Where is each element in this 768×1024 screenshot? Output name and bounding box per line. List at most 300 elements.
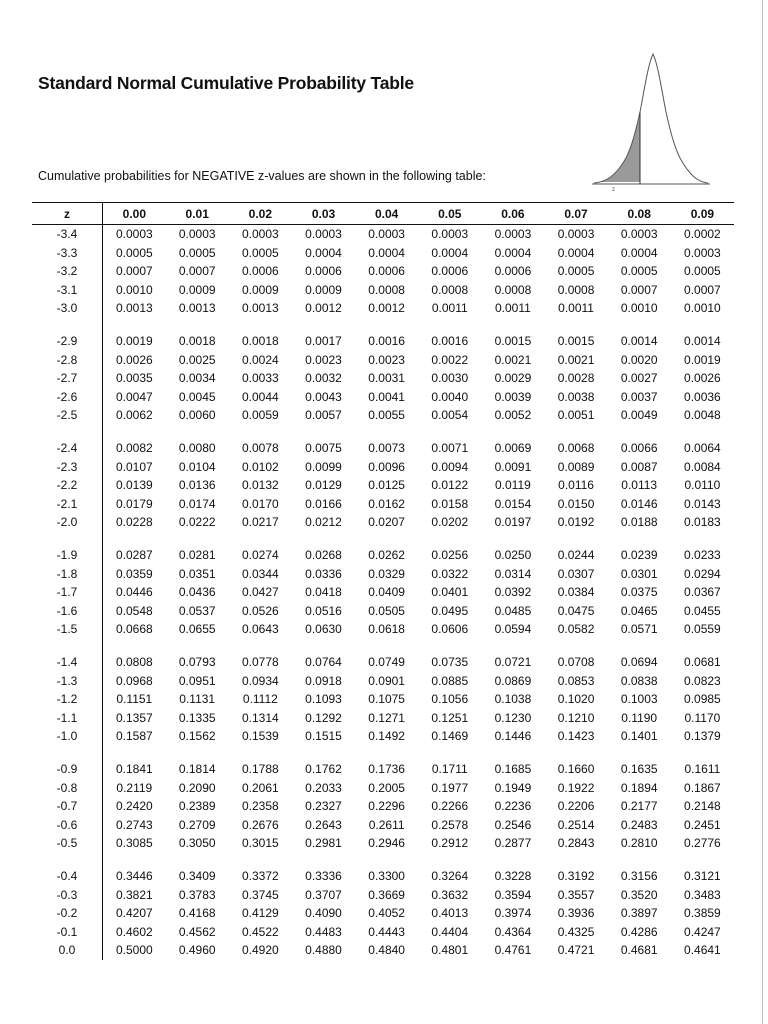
probability-cell: 0.2236 bbox=[494, 799, 532, 814]
probability-cell: 0.2090 bbox=[178, 780, 216, 795]
probability-cell: 0.0023 bbox=[368, 352, 405, 367]
probability-cell: 0.0039 bbox=[494, 389, 532, 404]
probability-cell: 0.2611 bbox=[368, 817, 405, 832]
probability-cell: 0.0006 bbox=[431, 264, 469, 279]
probability-cell: 0.0250 bbox=[494, 548, 532, 563]
probability-cell: 0.0089 bbox=[557, 459, 595, 474]
spacer-cell bbox=[671, 853, 734, 868]
table-row bbox=[32, 709, 734, 728]
spacer-cell bbox=[608, 532, 671, 547]
probability-cell: 0.0375 bbox=[620, 585, 658, 600]
probability-cell: 0.1894 bbox=[620, 780, 658, 795]
page-title: Standard Normal Cumulative Probability Table bbox=[38, 73, 414, 93]
probability-cell: 0.3821 bbox=[115, 887, 153, 902]
column-header: 0.06 bbox=[481, 203, 544, 225]
spacer-cell bbox=[418, 532, 481, 547]
probability-cell: 0.4325 bbox=[557, 924, 595, 939]
probability-cell: 0.0139 bbox=[115, 478, 153, 493]
probability-cell: 0.0057 bbox=[305, 408, 342, 423]
probability-cell: 0.3632 bbox=[431, 887, 469, 902]
probability-cell: 0.0475 bbox=[557, 603, 595, 618]
table-row bbox=[32, 653, 734, 672]
probability-cell: 0.2843 bbox=[557, 836, 595, 851]
probability-cell: 0.0853 bbox=[557, 673, 595, 688]
spacer-cell bbox=[671, 639, 734, 654]
probability-cell: 0.0024 bbox=[242, 352, 279, 367]
spacer-cell bbox=[355, 639, 418, 654]
probability-cell: 0.3783 bbox=[178, 887, 216, 902]
probability-cell: 0.3050 bbox=[178, 836, 216, 851]
table-row bbox=[32, 406, 734, 425]
probability-cell: 0.0793 bbox=[178, 655, 216, 670]
probability-cell: 0.0934 bbox=[242, 673, 279, 688]
probability-cell: 0.0192 bbox=[557, 515, 595, 530]
probability-cell: 0.0122 bbox=[431, 478, 469, 493]
probability-cell: 0.0307 bbox=[557, 566, 595, 581]
probability-cell: 0.0018 bbox=[242, 334, 279, 349]
z-value-cell: -2.0 bbox=[32, 513, 103, 532]
probability-cell: 0.0075 bbox=[305, 441, 342, 456]
probability-cell: 0.2578 bbox=[431, 817, 469, 832]
spacer-cell bbox=[418, 746, 481, 761]
probability-cell: 0.0485 bbox=[494, 603, 532, 618]
probability-cell: 0.0023 bbox=[305, 352, 342, 367]
probability-cell: 0.0015 bbox=[557, 334, 595, 349]
table-row bbox=[32, 476, 734, 495]
spacer-cell bbox=[32, 318, 103, 333]
probability-cell: 0.1841 bbox=[115, 762, 153, 777]
spacer-cell bbox=[166, 853, 229, 868]
probability-cell: 0.1587 bbox=[115, 729, 153, 744]
probability-cell: 0.0102 bbox=[242, 459, 279, 474]
spacer-cell bbox=[481, 639, 544, 654]
group-spacer bbox=[32, 853, 734, 868]
probability-cell: 0.0062 bbox=[115, 408, 153, 423]
probability-cell: 0.0033 bbox=[242, 371, 279, 386]
probability-cell: 0.0336 bbox=[305, 566, 342, 581]
spacer-cell bbox=[292, 746, 355, 761]
z-value-cell: -3.2 bbox=[32, 262, 103, 281]
probability-cell: 0.3228 bbox=[494, 869, 532, 884]
probability-cell: 0.0367 bbox=[684, 585, 721, 600]
probability-cell: 0.4443 bbox=[368, 924, 405, 939]
spacer-cell bbox=[229, 639, 292, 654]
probability-cell: 0.0559 bbox=[684, 622, 721, 637]
probability-cell: 0.4602 bbox=[115, 924, 153, 939]
z-value-cell: -1.5 bbox=[32, 620, 103, 639]
probability-cell: 0.0110 bbox=[684, 478, 721, 493]
spacer-cell bbox=[32, 425, 103, 440]
probability-cell: 0.0281 bbox=[178, 548, 216, 563]
spacer-cell bbox=[355, 746, 418, 761]
probability-cell: 0.3121 bbox=[684, 869, 721, 884]
probability-cell: 0.1379 bbox=[684, 729, 721, 744]
probability-cell: 0.0630 bbox=[305, 622, 342, 637]
probability-cell: 0.1515 bbox=[305, 729, 342, 744]
spacer-cell bbox=[608, 746, 671, 761]
probability-cell: 0.0091 bbox=[494, 459, 532, 474]
probability-cell: 0.2483 bbox=[620, 817, 658, 832]
probability-cell: 0.0233 bbox=[684, 548, 721, 563]
probability-cell: 0.4960 bbox=[178, 943, 216, 958]
z-value-cell: -2.6 bbox=[32, 388, 103, 407]
probability-cell: 0.0594 bbox=[494, 622, 532, 637]
probability-cell: 0.0060 bbox=[178, 408, 216, 423]
probability-cell: 0.1357 bbox=[115, 710, 153, 725]
z-value-cell: -1.8 bbox=[32, 565, 103, 584]
probability-cell: 0.0004 bbox=[305, 245, 342, 260]
header-row bbox=[32, 203, 734, 225]
probability-cell: 0.3897 bbox=[620, 906, 658, 921]
probability-cell: 0.0409 bbox=[368, 585, 405, 600]
probability-cell: 0.0004 bbox=[557, 245, 595, 260]
probability-cell: 0.0012 bbox=[368, 301, 405, 316]
probability-cell: 0.0455 bbox=[684, 603, 721, 618]
probability-cell: 0.0764 bbox=[305, 655, 342, 670]
probability-cell: 0.0007 bbox=[178, 264, 216, 279]
spacer-cell bbox=[418, 853, 481, 868]
probability-cell: 0.2005 bbox=[368, 780, 405, 795]
probability-cell: 0.0052 bbox=[494, 408, 532, 423]
probability-cell: 0.1469 bbox=[431, 729, 469, 744]
table-row bbox=[32, 797, 734, 816]
probability-cell: 0.0048 bbox=[684, 408, 721, 423]
z-value-cell: -0.2 bbox=[32, 904, 103, 923]
probability-cell: 0.1151 bbox=[116, 692, 153, 707]
probability-cell: 0.3015 bbox=[242, 836, 279, 851]
probability-cell: 0.0071 bbox=[431, 441, 469, 456]
probability-cell: 0.2643 bbox=[305, 817, 342, 832]
probability-cell: 0.0014 bbox=[620, 334, 658, 349]
probability-cell: 0.2420 bbox=[115, 799, 153, 814]
probability-cell: 0.0010 bbox=[684, 301, 721, 316]
probability-cell: 0.0054 bbox=[431, 408, 469, 423]
probability-cell: 0.1539 bbox=[242, 729, 279, 744]
probability-cell: 0.3264 bbox=[431, 869, 469, 884]
probability-cell: 0.0012 bbox=[305, 301, 342, 316]
probability-cell: 0.0183 bbox=[684, 515, 721, 530]
probability-cell: 0.0985 bbox=[684, 692, 721, 707]
probability-cell: 0.3156 bbox=[620, 869, 658, 884]
z-table-container bbox=[32, 202, 734, 960]
z-value-cell: -2.9 bbox=[32, 332, 103, 351]
column-header: 0.00 bbox=[103, 203, 166, 225]
probability-cell: 0.0150 bbox=[557, 496, 595, 511]
probability-cell: 0.0003 bbox=[115, 227, 153, 242]
probability-cell: 0.0166 bbox=[305, 496, 342, 511]
probability-cell: 0.0287 bbox=[115, 548, 153, 563]
probability-cell: 0.0022 bbox=[431, 352, 469, 367]
probability-cell: 0.2266 bbox=[431, 799, 469, 814]
probability-cell: 0.0096 bbox=[368, 459, 405, 474]
table-row bbox=[32, 495, 734, 514]
probability-cell: 0.0146 bbox=[620, 496, 658, 511]
probability-cell: 0.3669 bbox=[368, 887, 405, 902]
probability-cell: 0.0003 bbox=[557, 227, 595, 242]
z-value-cell: -1.4 bbox=[32, 653, 103, 672]
column-header: 0.05 bbox=[418, 203, 481, 225]
spacer-cell bbox=[103, 425, 166, 440]
probability-cell: 0.0045 bbox=[178, 389, 216, 404]
probability-cell: 0.4840 bbox=[368, 943, 405, 958]
probability-cell: 0.0721 bbox=[494, 655, 532, 670]
probability-cell: 0.0643 bbox=[242, 622, 279, 637]
probability-cell: 0.0019 bbox=[115, 334, 153, 349]
table-row bbox=[32, 727, 734, 746]
probability-cell: 0.0154 bbox=[494, 496, 532, 511]
table-row bbox=[32, 546, 734, 565]
probability-cell: 0.0294 bbox=[684, 566, 721, 581]
spacer-cell bbox=[32, 532, 103, 547]
z-value-cell: -0.4 bbox=[32, 867, 103, 886]
table-row bbox=[32, 351, 734, 370]
z-value-cell: -0.3 bbox=[32, 886, 103, 905]
probability-cell: 0.1170 bbox=[684, 710, 721, 725]
probability-cell: 0.0217 bbox=[242, 515, 279, 530]
probability-cell: 0.0038 bbox=[557, 389, 595, 404]
group-spacer bbox=[32, 318, 734, 333]
probability-cell: 0.1131 bbox=[179, 692, 216, 707]
probability-cell: 0.3336 bbox=[305, 869, 342, 884]
probability-cell: 0.0838 bbox=[620, 673, 658, 688]
z-value-cell: -0.1 bbox=[32, 923, 103, 942]
probability-cell: 0.1020 bbox=[557, 692, 595, 707]
spacer-cell bbox=[103, 639, 166, 654]
probability-cell: 0.4880 bbox=[305, 943, 342, 958]
probability-cell: 0.1423 bbox=[557, 729, 595, 744]
z-value-cell: -0.7 bbox=[32, 797, 103, 816]
spacer-cell bbox=[166, 532, 229, 547]
probability-cell: 0.0129 bbox=[305, 478, 342, 493]
table-row bbox=[32, 672, 734, 691]
probability-cell: 0.2676 bbox=[242, 817, 279, 832]
probability-cell: 0.0526 bbox=[242, 603, 279, 618]
probability-cell: 0.2810 bbox=[620, 836, 658, 851]
probability-cell: 0.0222 bbox=[178, 515, 216, 530]
column-header: 0.09 bbox=[671, 203, 734, 225]
probability-cell: 0.0004 bbox=[620, 245, 658, 260]
probability-cell: 0.0107 bbox=[115, 459, 153, 474]
probability-cell: 0.1685 bbox=[494, 762, 532, 777]
spacer-cell bbox=[292, 425, 355, 440]
probability-cell: 0.3745 bbox=[242, 887, 279, 902]
probability-cell: 0.0418 bbox=[305, 585, 342, 600]
probability-cell: 0.0078 bbox=[242, 441, 279, 456]
table-row bbox=[32, 513, 734, 532]
spacer-cell bbox=[292, 532, 355, 547]
probability-cell: 0.0162 bbox=[368, 496, 405, 511]
z-value-cell: 0.0 bbox=[32, 941, 103, 960]
spacer-cell bbox=[32, 746, 103, 761]
z-value-cell: -2.5 bbox=[32, 406, 103, 425]
table-row bbox=[32, 225, 734, 244]
probability-cell: 0.0084 bbox=[684, 459, 721, 474]
spacer-cell bbox=[166, 746, 229, 761]
z-value-cell: -1.9 bbox=[32, 546, 103, 565]
probability-cell: 0.0064 bbox=[684, 441, 721, 456]
z-value-cell: -2.2 bbox=[32, 476, 103, 495]
probability-cell: 0.0749 bbox=[368, 655, 405, 670]
z-value-cell: -1.7 bbox=[32, 583, 103, 602]
probability-cell: 0.1788 bbox=[242, 762, 279, 777]
probability-cell: 0.0170 bbox=[242, 496, 279, 511]
probability-cell: 0.0516 bbox=[305, 603, 342, 618]
probability-cell: 0.2546 bbox=[494, 817, 532, 832]
z-value-cell: -2.7 bbox=[32, 369, 103, 388]
probability-cell: 0.0197 bbox=[494, 515, 532, 530]
spacer-cell bbox=[32, 639, 103, 654]
probability-cell: 0.1210 bbox=[557, 710, 595, 725]
spacer-cell bbox=[103, 746, 166, 761]
probability-cell: 0.0005 bbox=[684, 264, 721, 279]
probability-cell: 0.0495 bbox=[431, 603, 469, 618]
probability-cell: 0.3707 bbox=[305, 887, 342, 902]
spacer-cell bbox=[608, 639, 671, 654]
probability-cell: 0.4483 bbox=[305, 924, 342, 939]
probability-cell: 0.1314 bbox=[242, 710, 279, 725]
table-row bbox=[32, 332, 734, 351]
probability-cell: 0.1335 bbox=[178, 710, 216, 725]
probability-cell: 0.0059 bbox=[242, 408, 279, 423]
z-table bbox=[32, 202, 734, 960]
probability-cell: 0.0068 bbox=[557, 441, 595, 456]
probability-cell: 0.2033 bbox=[305, 780, 342, 795]
probability-cell: 0.2177 bbox=[620, 799, 658, 814]
probability-cell: 0.0011 bbox=[495, 301, 531, 316]
probability-cell: 0.3936 bbox=[557, 906, 595, 921]
probability-cell: 0.0044 bbox=[242, 389, 279, 404]
table-row bbox=[32, 923, 734, 942]
probability-cell: 0.0030 bbox=[431, 371, 469, 386]
probability-cell: 0.2946 bbox=[368, 836, 405, 851]
group-spacer bbox=[32, 746, 734, 761]
probability-cell: 0.0668 bbox=[115, 622, 153, 637]
probability-cell: 0.1056 bbox=[431, 692, 469, 707]
z-marker-label: z bbox=[612, 187, 615, 192]
spacer-cell bbox=[166, 639, 229, 654]
probability-cell: 0.1736 bbox=[368, 762, 405, 777]
spacer-cell bbox=[166, 425, 229, 440]
probability-cell: 0.1711 bbox=[431, 762, 468, 777]
probability-cell: 0.3300 bbox=[368, 869, 405, 884]
probability-cell: 0.0256 bbox=[431, 548, 469, 563]
probability-cell: 0.0002 bbox=[684, 227, 721, 242]
probability-cell: 0.4364 bbox=[494, 924, 532, 939]
probability-cell: 0.0016 bbox=[431, 334, 469, 349]
probability-cell: 0.1230 bbox=[494, 710, 532, 725]
probability-cell: 0.0188 bbox=[620, 515, 658, 530]
bell-curve bbox=[594, 54, 708, 183]
spacer-cell bbox=[544, 318, 607, 333]
column-header: 0.07 bbox=[544, 203, 607, 225]
probability-cell: 0.4761 bbox=[494, 943, 532, 958]
probability-cell: 0.2877 bbox=[494, 836, 532, 851]
z-value-cell: -1.1 bbox=[32, 709, 103, 728]
probability-cell: 0.3446 bbox=[115, 869, 153, 884]
probability-cell: 0.0004 bbox=[494, 245, 532, 260]
probability-cell: 0.1112 bbox=[242, 692, 278, 707]
spacer-cell bbox=[544, 425, 607, 440]
probability-cell: 0.0681 bbox=[684, 655, 721, 670]
probability-cell: 0.0104 bbox=[178, 459, 216, 474]
spacer-cell bbox=[671, 425, 734, 440]
probability-cell: 0.0018 bbox=[178, 334, 216, 349]
probability-cell: 0.2061 bbox=[242, 780, 279, 795]
spacer-cell bbox=[229, 318, 292, 333]
table-row bbox=[32, 690, 734, 709]
probability-cell: 0.0040 bbox=[431, 389, 469, 404]
probability-cell: 0.0116 bbox=[558, 478, 594, 493]
probability-cell: 0.0025 bbox=[178, 352, 216, 367]
table-row bbox=[32, 834, 734, 853]
probability-cell: 0.0008 bbox=[494, 282, 532, 297]
probability-cell: 0.0003 bbox=[242, 227, 279, 242]
probability-cell: 0.4681 bbox=[620, 943, 658, 958]
probability-cell: 0.0823 bbox=[684, 673, 721, 688]
table-row bbox=[32, 369, 734, 388]
probability-cell: 0.1038 bbox=[494, 692, 532, 707]
column-header: 0.04 bbox=[355, 203, 418, 225]
probability-cell: 0.0262 bbox=[368, 548, 405, 563]
probability-cell: 0.4562 bbox=[178, 924, 216, 939]
probability-cell: 0.0274 bbox=[242, 548, 279, 563]
probability-cell: 0.0099 bbox=[305, 459, 342, 474]
probability-cell: 0.0010 bbox=[620, 301, 658, 316]
probability-cell: 0.0014 bbox=[684, 334, 721, 349]
probability-cell: 0.0005 bbox=[242, 245, 279, 260]
probability-cell: 0.0708 bbox=[557, 655, 595, 670]
probability-cell: 0.1003 bbox=[620, 692, 658, 707]
probability-cell: 0.0051 bbox=[557, 408, 595, 423]
spacer-cell bbox=[103, 532, 166, 547]
probability-cell: 0.0021 bbox=[494, 352, 532, 367]
probability-cell: 0.0207 bbox=[368, 515, 405, 530]
probability-cell: 0.0094 bbox=[431, 459, 469, 474]
probability-cell: 0.2119 bbox=[116, 780, 153, 795]
probability-cell: 0.0314 bbox=[494, 566, 532, 581]
probability-cell: 0.4920 bbox=[242, 943, 279, 958]
probability-cell: 0.0006 bbox=[368, 264, 405, 279]
group-spacer bbox=[32, 532, 734, 547]
probability-cell: 0.0436 bbox=[178, 585, 216, 600]
probability-cell: 0.0005 bbox=[557, 264, 595, 279]
probability-cell: 0.0020 bbox=[620, 352, 658, 367]
probability-cell: 0.1867 bbox=[684, 780, 721, 795]
table-row bbox=[32, 620, 734, 639]
z-value-cell: -2.1 bbox=[32, 495, 103, 514]
table-description: Cumulative probabilities for NEGATIVE z-values are shown in the following table: bbox=[38, 169, 486, 183]
z-value-cell: -1.6 bbox=[32, 602, 103, 621]
probability-cell: 0.2296 bbox=[368, 799, 405, 814]
probability-cell: 0.0228 bbox=[115, 515, 153, 530]
probability-cell: 0.2709 bbox=[178, 817, 216, 832]
probability-cell: 0.1922 bbox=[557, 780, 595, 795]
probability-cell: 0.0003 bbox=[494, 227, 532, 242]
spacer-cell bbox=[418, 425, 481, 440]
probability-cell: 0.0606 bbox=[431, 622, 469, 637]
probability-cell: 0.1660 bbox=[557, 762, 595, 777]
probability-cell: 0.4404 bbox=[431, 924, 469, 939]
z-value-cell: -2.8 bbox=[32, 351, 103, 370]
table-row bbox=[32, 262, 734, 281]
probability-cell: 0.0136 bbox=[178, 478, 216, 493]
probability-cell: 0.0344 bbox=[242, 566, 279, 581]
probability-cell: 0.4721 bbox=[557, 943, 595, 958]
probability-cell: 0.0049 bbox=[620, 408, 658, 423]
probability-cell: 0.0006 bbox=[305, 264, 342, 279]
table-row bbox=[32, 565, 734, 584]
probability-cell: 0.1762 bbox=[305, 762, 342, 777]
